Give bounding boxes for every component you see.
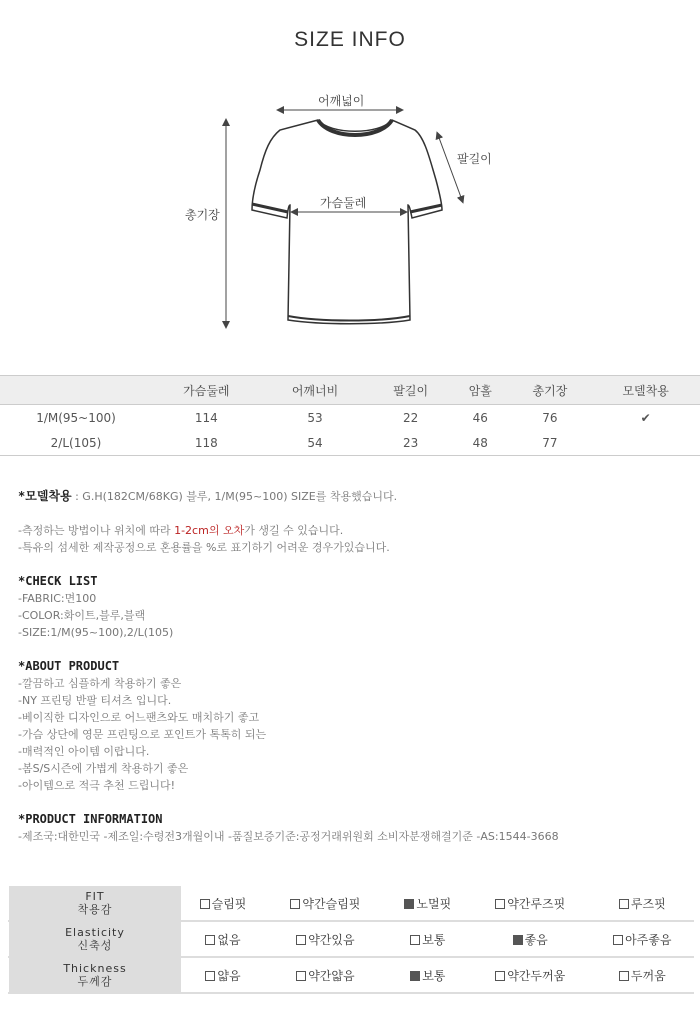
list-item: -봄S/S시즌에 가볍게 착용하기 좋은 [18,762,189,775]
unchecked-box-icon [296,971,306,981]
fit-row [9,957,694,993]
fit-option-label: 얇음 [217,968,241,983]
fit-option-label: 슬림핏 [211,896,247,911]
fit-option-label: 없음 [217,932,241,947]
unchecked-box-icon [619,899,629,909]
fit-option [469,957,591,993]
fit-label-ko: 착용감 [77,903,113,916]
fit-option [182,921,265,957]
fit-option [182,886,265,922]
checked-box-icon [513,935,523,945]
fit-option [386,886,469,922]
list-item: -아이템으로 적극 추천 드립니다! [18,779,176,792]
list-item: -가슴 상단에 영문 프린팅으로 포인트가 톡톡히 되는 [18,728,267,741]
unchecked-box-icon [613,935,623,945]
fit-option-label: 약간슬림핏 [302,896,361,911]
list-item: -베이직한 디자인으로 어느팬츠와도 매치하기 좋고 [18,711,260,724]
tshirt-outline [252,120,442,324]
sleeve-arrow [438,135,462,200]
fit-option-label: 좋음 [524,932,548,947]
fit-option-label: 약간있음 [308,932,355,947]
shoulder-label: 어깨넓이 [318,94,365,108]
row-shoulder: 53 [307,410,323,425]
about-title: *ABOUT PRODUCT [18,659,120,673]
checked-box-icon [404,899,414,909]
tshirt-diagram [0,80,700,340]
fit-label-ko: 신축성 [77,939,113,952]
fit-option [469,921,591,957]
product-information [18,811,688,845]
row-sleeve: 22 [403,410,419,425]
fit-option [182,957,265,993]
model-check-icon: ✔ [640,410,651,425]
header-armhole: 암홀 [452,376,509,405]
unchecked-box-icon [205,935,215,945]
product-info-text: -제조국:대한민국 -제조일:수령전3개월이내 -품질보증기준:공정거래위원회 소비자분쟁해결기준 -AS:1544-3668 [18,830,559,843]
fit-option [265,886,387,922]
fit-option-label: 보통 [422,968,446,983]
fit-option [265,957,387,993]
fit-option [591,886,693,922]
row-shoulder: 54 [261,430,370,456]
fit-option [265,921,387,957]
header-length: 총기장 [509,376,592,405]
fit-label-en: FIT [85,890,105,903]
chest-label: 가슴둘레 [320,196,367,210]
check-list-title: *CHECK LIST [18,574,98,588]
model-text: : G.H(182CM/68KG) 블루, 1/M(95~100) SIZE를 착용했습니다. [71,490,398,503]
row-size: 1/M(95~100) [36,410,116,425]
row-chest: 114 [194,410,218,425]
unchecked-box-icon [495,899,505,909]
measure-text: -측정하는 방법이나 위치에 따라 [18,524,175,537]
unchecked-box-icon [290,899,300,909]
row-sleeve: 23 [369,430,452,456]
unchecked-box-icon [619,971,629,981]
unchecked-box-icon [410,935,420,945]
product-notes [18,488,688,862]
fit-option-label: 보통 [422,932,446,947]
list-item: -매력적인 아이템 이랍니다. [18,745,150,758]
fit-row [9,921,694,957]
list-item: -COLOR:화이트,블루,블랙 [18,609,146,622]
row-size: 2/L(105) [0,430,152,456]
fit-option [386,921,469,957]
about-product [18,658,688,794]
row-armhole: 46 [472,410,488,425]
model-info [18,488,688,505]
header-size [0,376,152,405]
sleeve-label: 팔길이 [457,152,492,166]
row-chest: 118 [152,430,261,456]
fit-option [469,886,591,922]
header-shoulder: 어깨너비 [261,376,370,405]
table-row [0,405,700,431]
unchecked-box-icon [205,971,215,981]
measure-error-highlight: 1-2cm의 오차 [174,524,245,537]
unchecked-box-icon [296,935,306,945]
fit-option-label: 아주좋음 [625,932,672,947]
model-title: *모델착용 [18,489,72,503]
fit-option-label: 약간얇음 [308,968,355,983]
list-item: -SIZE:1/M(95~100),2/L(105) [18,626,174,639]
fabric-note: -특유의 섬세한 제작공정으로 혼용률을 %로 표기하기 어려운 경우가있습니다. [18,541,390,554]
fit-option-label: 두꺼움 [630,968,666,983]
check-list [18,573,688,641]
fit-label-en: Elasticity [65,926,125,939]
fit-option [591,957,693,993]
page-title: SIZE INFO [294,28,406,51]
product-info-title: *PRODUCT INFORMATION [18,812,163,826]
fit-label-en: Thickness [63,962,127,975]
length-label: 총기장 [185,208,220,222]
row-model [591,430,700,456]
header-chest: 가슴둘레 [152,376,261,405]
table-row [0,430,700,456]
size-table-header [0,376,700,405]
unchecked-box-icon [495,971,505,981]
row-length: 76 [542,410,558,425]
fit-option-label: 약간두꺼움 [507,968,566,983]
fit-row-label [9,921,182,957]
fit-option-label: 루즈핏 [630,896,666,911]
list-item: -FABRIC:면100 [18,592,97,605]
fit-table [8,885,694,994]
header-model: 모델착용 [591,376,700,405]
size-table [0,375,700,456]
fit-row-label [9,886,182,922]
fit-row [9,886,694,922]
fit-option-label: 노멀핏 [416,896,452,911]
measurement-notice [18,522,688,556]
header-sleeve: 팔길이 [369,376,452,405]
checked-box-icon [410,971,420,981]
list-item: -깔끔하고 심플하게 착용하기 좋은 [18,677,182,690]
fit-option-label: 약간루즈핏 [507,896,566,911]
fit-label-ko: 두께감 [77,975,113,988]
unchecked-box-icon [200,899,210,909]
fit-option [386,957,469,993]
row-armhole: 48 [452,430,509,456]
list-item: -NY 프린팅 반팔 티셔츠 입니다. [18,694,172,707]
measure-text-end: 가 생길 수 있습니다. [244,524,344,537]
row-length: 77 [509,430,592,456]
fit-option [591,921,693,957]
fit-row-label [9,957,182,993]
